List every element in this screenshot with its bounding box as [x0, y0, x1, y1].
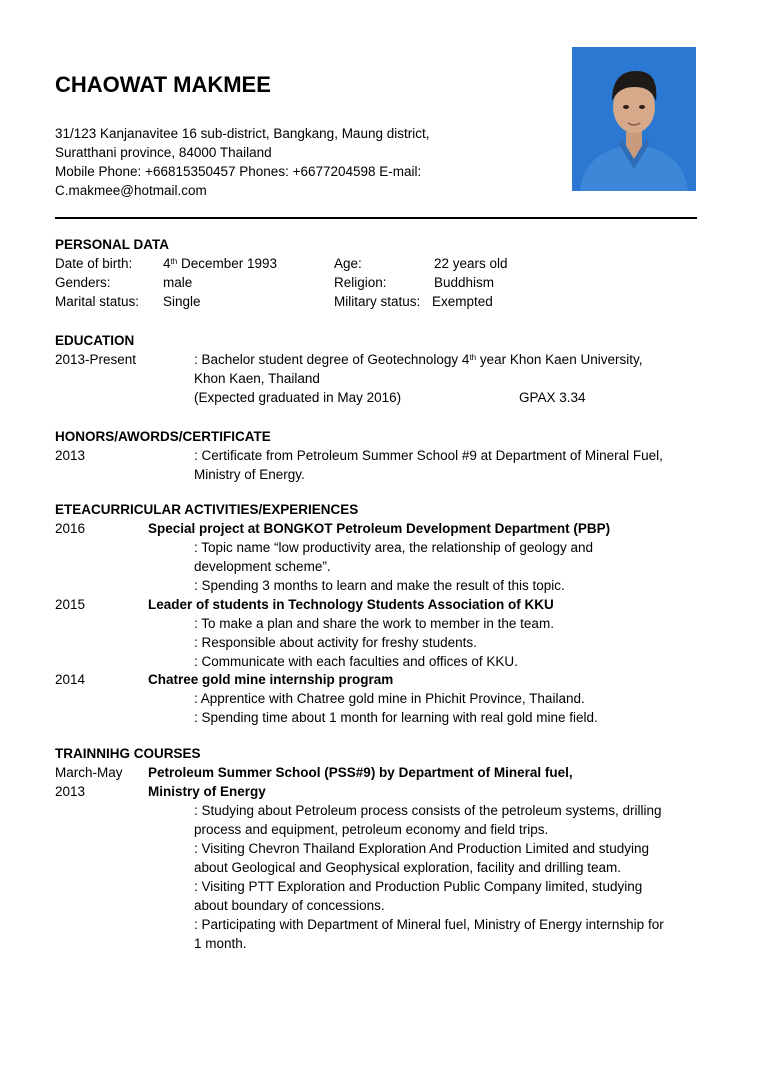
address-line-2: Suratthani province, 84000 Thailand: [55, 145, 272, 160]
honors-heading: HONORS/AWORDS/CERTIFICATE: [55, 429, 271, 444]
training-detail: about Geological and Geophysical exploration, facility and drilling team.: [194, 860, 621, 875]
activity-year: 2016: [55, 521, 86, 536]
education-gpax: GPAX 3.34: [519, 390, 586, 405]
training-detail: : Visiting Chevron Thailand Exploration And Production Limited and studying: [194, 841, 650, 856]
activity-detail: : Apprentice with Chatree gold mine in Phichit Province, Thailand.: [194, 691, 585, 706]
training-title-1: Petroleum Summer School (PSS#9) by Department of Mineral fuel,: [148, 765, 573, 780]
education-period: 2013-Present: [55, 352, 137, 367]
age-value: 22 years old: [434, 256, 508, 271]
address-line-1: 31/123 Kanjanavitee 16 sub-district, Bangkang, Maung district,: [55, 126, 430, 141]
activities-heading: ETEACURRICULAR ACTIVITIES/EXPERIENCES: [55, 502, 359, 517]
activity-title: Special project at BONGKOT Petroleum Development Department (PBP): [148, 521, 611, 536]
gender-value: male: [163, 275, 193, 290]
education-line-3: (Expected graduated in May 2016): [194, 390, 402, 405]
activity-detail: : Topic name “low productivity area, the relationship of geology and: [194, 540, 593, 555]
honors-line-1: : Certificate from Petroleum Summer School #9 at Department of Mineral Fuel,: [194, 448, 663, 463]
activity-title: Chatree gold mine internship program: [148, 672, 394, 687]
honors-line-2: Ministry of Energy.: [194, 467, 305, 482]
training-heading: TRAINNIHG COURSES: [55, 746, 201, 761]
training-detail: process and equipment, petroleum economy and field trips.: [194, 822, 549, 837]
dob-label: Date of birth:: [55, 256, 133, 271]
age-label: Age:: [334, 256, 362, 271]
education-line-2: Khon Kaen, Thailand: [194, 371, 320, 386]
training-period-2: 2013: [55, 784, 86, 799]
activity-title: Leader of students in Technology Students Association of KKU: [148, 597, 554, 612]
candidate-name: CHAOWAT MAKMEE: [55, 72, 271, 97]
honors-year: 2013: [55, 448, 86, 463]
religion-label: Religion:: [334, 275, 387, 290]
activity-detail: development scheme”.: [194, 559, 331, 574]
religion-value: Buddhism: [434, 275, 495, 290]
personal-data-heading: PERSONAL DATA: [55, 237, 170, 252]
activity-year: 2015: [55, 597, 86, 612]
portrait-image-icon: [572, 47, 696, 191]
gender-label: Genders:: [55, 275, 111, 290]
profile-photo: [572, 47, 696, 191]
activity-detail: : Spending 3 months to learn and make the result of this topic.: [194, 578, 565, 593]
training-title-2: Ministry of Energy: [148, 784, 266, 799]
activity-detail: : To make a plan and share the work to member in the team.: [194, 616, 554, 631]
training-period-1: March-May: [55, 765, 123, 780]
military-label: Military status:: [334, 294, 421, 309]
marital-value: Single: [163, 294, 201, 309]
activity-detail: : Spending time about 1 month for learning with real gold mine field.: [194, 710, 598, 725]
training-detail: : Studying about Petroleum process consists of the petroleum systems, drilling: [194, 803, 662, 818]
email-address: C.makmee@hotmail.com: [55, 183, 207, 198]
training-detail: : Visiting PTT Exploration and Production Public Company limited, studying: [194, 879, 643, 894]
activity-year: 2014: [55, 672, 86, 687]
activity-detail: : Communicate with each faculties and offices of KKU.: [194, 654, 518, 669]
training-detail: about boundary of concessions.: [194, 898, 385, 913]
education-line-1: : Bachelor student degree of Geotechnology 4th year Khon Kaen University,: [194, 352, 643, 367]
training-detail: : Participating with Department of Mineral fuel, Ministry of Energy internship for: [194, 917, 664, 932]
education-heading: EDUCATION: [55, 333, 135, 348]
training-detail: 1 month.: [194, 936, 247, 951]
phone-line: Mobile Phone: +66815350457 Phones: +6677204598 E-mail:: [55, 164, 422, 179]
marital-label: Marital status:: [55, 294, 140, 309]
dob-value: 4th December 1993: [163, 256, 277, 271]
header-divider: [55, 217, 697, 219]
activity-detail: : Responsible about activity for freshy students.: [194, 635, 477, 650]
military-value: Exempted: [432, 294, 493, 309]
